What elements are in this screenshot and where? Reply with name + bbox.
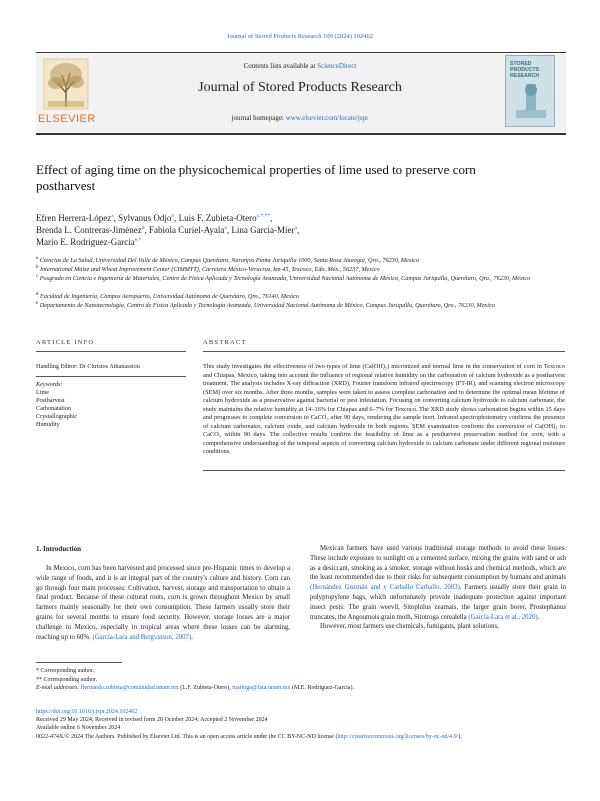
authors-line-3: [36, 234, 536, 248]
citation-link[interactable]: (García-Lara and Bergvinson, 2007): [92, 633, 192, 641]
keyword: Humidity: [36, 421, 60, 428]
author[interactable]: Lina Garcia-Mier$^a$: [231, 225, 297, 235]
doi-link[interactable]: https://doi.org/10.1016/j.jspr.2024.102462: [36, 709, 138, 715]
abstract-text: This study investigates the effectiveness of two types of lime (Ca(OH)₂) micronized and normal lime in the conservation of corn in Texcoco and Chiapas, Mexico, taking into account the influence of regional relative humidity on the carbonation of calcium hydroxide as a postharvest treatment. The analysis includes X-ray diffraction (XRD), Fourier transform infrared spectroscopy (FT-IR), and scanning electron microscopy (SEM) over six months. After three months, samples were taken to assess complete carbonation and to determine the optimal mean lifetime of calcium hydroxide as a preservative against bacterial or pest infestation. Focusing on converting calcium hydroxide to calcium carbonate, the study maintains the relative humidity at 14–16% for Chiapas and 6–7% for Texcoco. The XRD study shows carbonation begins within 15 days and progresses to complete conversion to CaCO₃ after 90 days, rendering the sample inert. Infrared spectrophotometry confirms the presence of calcium carbonates, calcium oxide, and calcium hydroxide in both regions. SEM examination confirms the conversion of Ca(OH)₂ to CaCO₃ within 90 days. The collective results confirm the feasibility of lime as a postharvest preservation method for corn, with a comprehensive understanding of the temporal aspects of converting calcium hydroxide to calcium carbonate under different regional moisture conditions.: [203, 363, 565, 455]
keyword: Crystallographic: [36, 413, 78, 420]
contents-prefix: Contents lists available at: [243, 62, 318, 70]
available-online: Available online 6 November 2024: [36, 725, 121, 732]
affiliation-d: $^d$ Facultad de Ingeniería, Campus Aeropuerto, Universidad Autónoma de Querétaro, Qro., 76140, Mexico: [36, 292, 300, 301]
author[interactable]: Fabiola Curiel-Ayala$^a$: [148, 225, 227, 235]
body-column-left: [36, 564, 290, 642]
license-line: 0022-474X/© 2024 The Authors. Published by Elsevier Ltd. This is an open access article under the CC BY-NC-ND license (http://creativecommons.org/licenses/by-nc-nd/4.0/).: [36, 733, 462, 740]
author[interactable]: Mario E. Rodriguez-Garcia$^{e,*}$: [36, 237, 142, 247]
homepage-link[interactable]: www.elsevier.com/locate/jspr: [285, 114, 369, 122]
email-link[interactable]: marioga@fata.unam.mx: [232, 685, 291, 692]
article-title: Effect of aging time on the physicochemical properties of lime used to preserve corn postharvest: [36, 162, 476, 193]
abstract-heading: ABSTRACT: [203, 339, 247, 346]
contents-line: [120, 62, 480, 70]
affiliation-c: $^c$ Posgrado en Ciencia e Ingeniería de Materiales, Centro de Física Aplicada y Tecnología Avanzada, Universidad Nacional Autónoma de México, Campus Juriquilla, Querétaro, Qro., 76230, Mexico: [36, 274, 531, 283]
article-info-heading: ARTICLE INFO: [36, 339, 95, 346]
footnote-rule: [36, 662, 122, 663]
license-link[interactable]: http://creativecommons.org/licenses/by-nc-nd/4.0/: [337, 733, 459, 740]
authors-line-2: Brenda L. Contreras-Jiménez$^d$, Fabiola Curiel-Ayala$^a$, Lina Garcia-Mier$^a$,: [36, 225, 300, 235]
cover-art-icon: [512, 80, 548, 122]
paragraph: In Mexico, corn has been harvested and processed since pre-Hispanic times to develop a wide range of foods, and it is an integral part of the country's culture and history. Corn can go through four main processes: Cultivation, harvest, storage and transportation to obtain a final product. Because of these cultural roots, corn is grown throughout Mexico by small farmers mainly seasonally for their own consumption. These farmers usually store their grains for several months to ensure food security. However, storage losses are a major challenge in Mexico, especially in tropical areas where these losses can be alarming, reaching up to 60%. (García-Lara and Bergvinson, 2007).: [36, 565, 290, 641]
abstract-rule: [203, 351, 565, 352]
article-footer: [36, 708, 566, 741]
elsevier-logo: [38, 57, 94, 127]
homepage-line: [120, 114, 480, 122]
footnotes: [36, 667, 566, 693]
corresponding-author-note: ** Corresponding author.: [36, 676, 98, 683]
body-column-right: [310, 544, 566, 632]
received-dates: Received 29 May 2024; Received in revised form 28 October 2024; Accepted 2 November 2024: [36, 717, 268, 724]
masthead-bottom-rule: [36, 133, 566, 135]
journal-citation[interactable]: Journal of Stored Products Research 109 (2024) 102462: [226, 33, 374, 40]
email-link[interactable]: lfernando.zubieta@comunidad.unam.mx: [80, 685, 179, 692]
author[interactable]: Sylvanus Odjo$^b$: [118, 213, 175, 223]
elsevier-wordmark: ELSEVIER: [38, 113, 96, 125]
author[interactable]: Efren Herrera-López$^a$: [36, 213, 114, 223]
author[interactable]: Brenda L. Contreras-Jiménez$^d$: [36, 225, 145, 235]
cover-title: STORED PRODUCTS RESEARCH: [510, 61, 540, 79]
article-info-rule: [36, 351, 186, 352]
email-line: E-mail addresses: lfernando.zubieta@comunidad.unam.mx (L.F. Zubieta-Otero), marioga@fata.unam.mx (M.E. Rodriguez-Garcia).: [36, 685, 354, 692]
journal-name: Journal of Stored Products Research: [198, 80, 402, 95]
journal-cover: [505, 55, 555, 127]
masthead-top-rule: [36, 52, 566, 53]
article-info-rule-2: [36, 376, 186, 377]
citation-link[interactable]: (García-Lara et al., 2020): [468, 613, 538, 621]
corresponding-author-note: * Corresponding author.: [36, 668, 95, 674]
keyword: Postharvest: [36, 397, 65, 404]
sciencedirect-link[interactable]: ScienceDirect: [317, 62, 357, 70]
homepage-prefix: journal homepage:: [231, 114, 286, 122]
citation-link[interactable]: (Hernández Guzmán and y Carballo Carballo, 2003): [310, 584, 460, 592]
keywords-label: Keywords:: [36, 381, 63, 388]
section-heading-introduction: 1. Introduction: [36, 545, 81, 553]
affiliation-e: $^e$ Departamento de Nanotecnología, Centro de Física Aplicada y Tecnología Avanzada, Universidad Nacional Autónoma de México, Campus Juriquilla, Querétaro, Qro., 76230, Mexico: [36, 301, 495, 310]
paragraph: Mexican farmers have used various traditional storage methods to avoid these losses. These include exposure to sunlight on a cemented surface, mixing the grains with sand or ash as a desiccant, smoking as a smoker, storage without husks and chemical methods, which are the least recommended due to their risks for subsequent consumption by humans and animals (Hernández Guzmán and y Carballo Carballo, 2003). Farmers usually store their grain in polypropylene bags, which unfortunately provide inadequate protection against important insect pests: The grain weevil, Sitophilus zeamais, the larger grain borer, Prostephanus truncates, the Angoumois grain moth, Sitotroga cerealella (García-Lara et al., 2020).: [310, 545, 566, 621]
handling-editor: Handling Editor: Dr Christos Athanassiou: [36, 363, 140, 370]
abstract-bottom-rule: [203, 470, 565, 471]
authors-line-1: Efren Herrera-López$^a$, Sylvanus Odjo$^b$, Luis F. Zubieta-Otero$^{c,*,**}$,: [36, 213, 273, 223]
keyword: Carbonatation: [36, 405, 72, 412]
keyword: Lime: [36, 389, 50, 396]
author[interactable]: Luis F. Zubieta-Otero$^{c,*,**}$: [178, 213, 271, 223]
paragraph: However, most farmers use chemicals, fumigants, plant solutions,: [320, 623, 499, 631]
affiliation-a: $^a$ Ciencias de La Salud, Universidad Del Valle de México, Campus Querétaro, Naranjos Punta Juriquilla 1000, Santa Rosa Jáuregui, Qro., 76230, Mexico: [36, 256, 420, 265]
affiliation-b: $^b$ International Maize and Wheat Improvement Center (CIMMYT), Carretera México-Veracruz, km 45, Texcoco, Edo. Méx., 56237, Mexico: [36, 265, 380, 274]
